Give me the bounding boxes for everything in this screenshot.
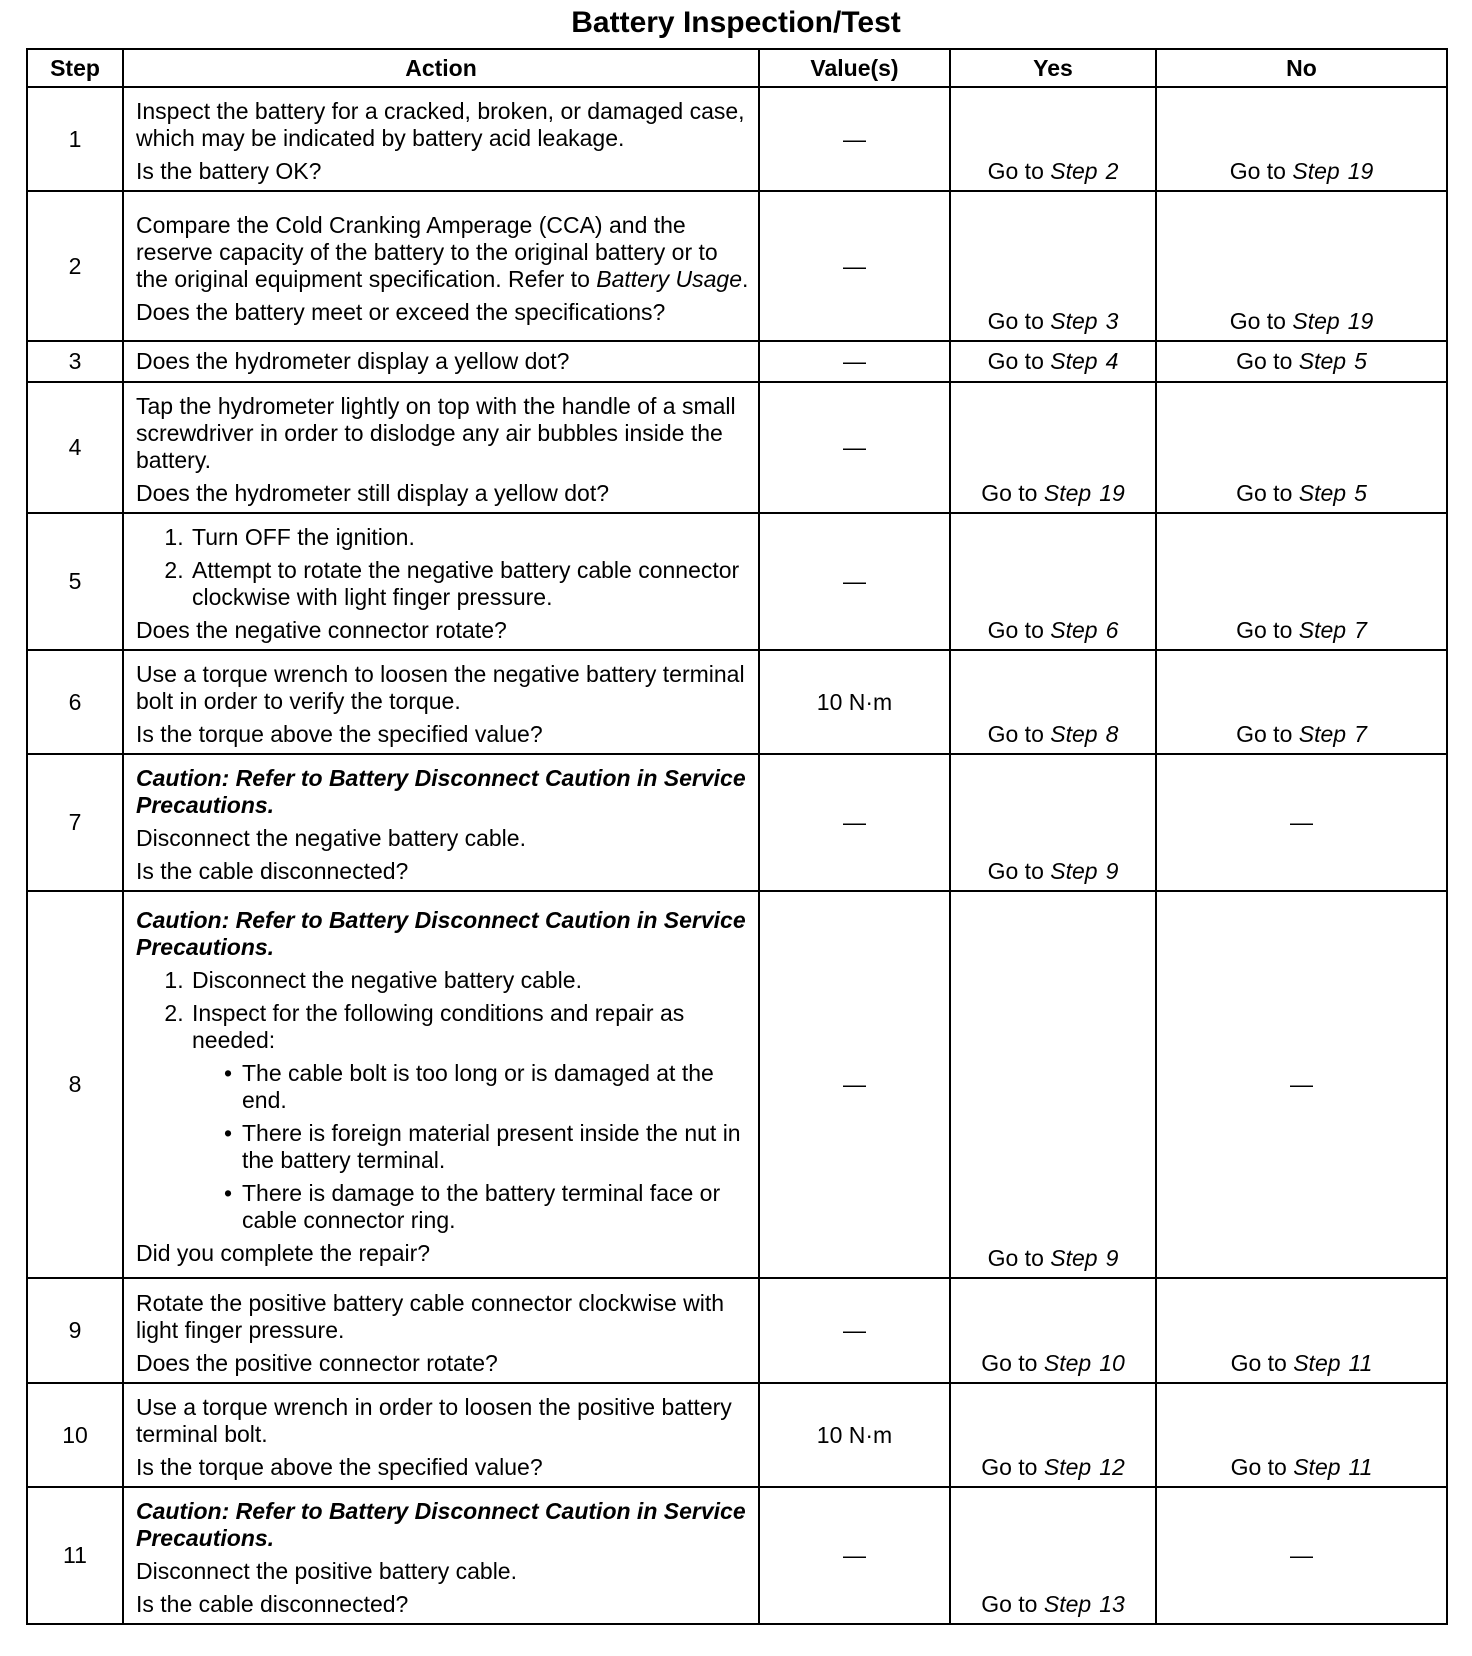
no-cell: Go to Step 19 [1156,87,1447,191]
caution-note: Caution: Refer to Battery Disconnect Caution in Service Precautions. [136,765,746,818]
action-cell [123,650,759,754]
yes-cell: Go to Step 13 [950,1487,1156,1624]
action-cell [123,891,759,1278]
action-cell [123,513,759,650]
action-question: Does the hydrometer display a yellow dot? [136,348,570,374]
yes-step-link: 10 [1099,1350,1125,1376]
value-cell: — [759,891,950,1278]
yes-step-link: 2 [1105,158,1119,184]
no-cell: Go to Step 7 [1156,650,1447,754]
list-item: 2. Inspect for the following conditions and repair as needed: • The cable bolt is too long or is damaged at the end. • There is foreign material present inside the nut in the battery terminal. • There is damage to the battery terminal face or cable connector ring. [190,1000,750,1234]
no-cell: Go to Step 5 [1156,341,1447,382]
action-cell [123,754,759,891]
action-cell [123,191,759,341]
header-step: Step [27,49,123,87]
action-cell [123,382,759,513]
no-cell: Go to Step 5 [1156,382,1447,513]
table-row [27,1383,1447,1487]
bullet-list [192,1060,750,1234]
step-number: 6 [27,650,123,754]
table-row [27,191,1447,341]
action-question: Is the torque above the specified value? [136,721,543,747]
step-number: 7 [27,754,123,891]
no-cell: — [1156,754,1447,891]
step-number: 11 [27,1487,123,1624]
yes-cell: Go to Step 19 [950,382,1156,513]
value-cell: — [759,754,950,891]
inspection-table [26,48,1448,1625]
yes-step-link: 8 [1105,721,1119,747]
list-item: 1. Disconnect the negative battery cable. [190,967,750,994]
table-row [27,382,1447,513]
caution-note: Caution: Refer to Battery Disconnect Caution in Service Precautions. [136,1498,746,1551]
no-cell: Go to Step 19 [1156,191,1447,341]
action-cell [123,1383,759,1487]
no-step-link: 7 [1354,617,1367,643]
table-header-row [27,49,1447,87]
step-number: 10 [27,1383,123,1487]
numbered-list [136,524,750,611]
action-question: Is the battery OK? [136,158,322,184]
yes-cell: Go to Step 6 [950,513,1156,650]
table-row [27,1278,1447,1383]
list-item: 2. Attempt to rotate the negative battery cable connector clockwise with light finger pressure. [190,557,750,611]
action-question: Does the hydrometer still display a yellow dot? [136,480,610,506]
action-question: Is the cable disconnected? [136,858,409,884]
step-number: 4 [27,382,123,513]
no-cell: — [1156,891,1447,1278]
action-text: Compare the Cold Cranking Amperage (CCA) and the reserve capacity of the battery to the original battery or to the original equipment specification. Refer to Battery Usage. [136,211,749,292]
header-action: Action [123,49,759,87]
step-number: 2 [27,191,123,341]
value-cell: — [759,341,950,382]
yes-step-link: 9 [1105,1245,1119,1271]
value-cell: 10 N·m [759,650,950,754]
value-cell: 10 N·m [759,1383,950,1487]
yes-cell: Go to Step 2 [950,87,1156,191]
action-text: Disconnect the positive battery cable. [136,1558,517,1584]
header-no: No [1156,49,1447,87]
list-item: 1. Turn OFF the ignition. [190,524,750,551]
action-question: Is the cable disconnected? [136,1591,409,1617]
table-row [27,513,1447,650]
header-values: Value(s) [759,49,950,87]
no-cell: — [1156,1487,1447,1624]
action-cell [123,1278,759,1383]
step-number: 3 [27,341,123,382]
step-number: 5 [27,513,123,650]
yes-step-link: 3 [1105,308,1119,334]
table-row [27,754,1447,891]
no-step-link: 19 [1347,308,1374,334]
bullet-item: • The cable bolt is too long or is damaged at the end. [224,1060,750,1114]
table-row [27,1487,1447,1624]
action-text: Use a torque wrench to loosen the negative battery terminal bolt in order to verify the torque. [136,661,745,714]
action-text: Rotate the positive battery cable connector clockwise with light finger pressure. [136,1289,725,1343]
no-step-link: 5 [1354,480,1367,506]
no-cell: Go to Step 7 [1156,513,1447,650]
document-title: Battery Inspection/Test [571,6,901,39]
step-number: 1 [27,87,123,191]
table-row [27,650,1447,754]
action-text: Inspect the battery for a cracked, broken, or damaged case, which may be indicated by battery acid leakage. [136,98,745,151]
header-yes: Yes [950,49,1156,87]
table-row [27,341,1447,382]
numbered-list [136,967,750,1234]
action-question: Does the battery meet or exceed the specifications? [136,298,666,325]
action-question: Did you complete the repair? [136,1240,431,1266]
action-question: Does the positive connector rotate? [136,1349,498,1376]
bullet-item: • There is foreign material present inside the nut in the battery terminal. [224,1120,750,1174]
value-cell: — [759,513,950,650]
step-number: 8 [27,891,123,1278]
yes-step-link: 6 [1105,617,1119,643]
yes-step-link: 19 [1099,480,1125,506]
action-text: Use a torque wrench in order to loosen the positive battery terminal bolt. [136,1394,732,1447]
table-row [27,891,1447,1278]
yes-cell: Go to Step 10 [950,1278,1156,1383]
value-cell: — [759,382,950,513]
no-step-link: 11 [1348,1454,1373,1480]
no-cell: Go to Step 11 [1156,1278,1447,1383]
yes-cell: Go to Step 9 [950,754,1156,891]
action-question: Is the torque above the specified value? [136,1454,543,1480]
no-step-link: 19 [1347,158,1374,184]
action-text: Disconnect the negative battery cable. [136,825,526,851]
yes-step-link: 12 [1099,1454,1125,1480]
action-cell [123,87,759,191]
document-reference: Battery Usage [596,265,743,292]
action-question: Does the negative connector rotate? [136,617,507,643]
yes-step-link: 13 [1099,1591,1125,1617]
value-cell: — [759,1487,950,1624]
no-step-link: 11 [1348,1350,1373,1376]
step-number: 9 [27,1278,123,1383]
value-cell: — [759,87,950,191]
action-cell [123,1487,759,1624]
bullet-item: • There is damage to the battery terminal face or cable connector ring. [224,1180,750,1234]
action-text: Tap the hydrometer lightly on top with the handle of a small screwdriver in order to dislodge any air bubbles inside the battery. [136,393,736,473]
yes-step-link: 9 [1105,858,1119,884]
caution-note: Caution: Refer to Battery Disconnect Caution in Service Precautions. [136,907,746,960]
value-cell: — [759,1278,950,1383]
yes-cell: Go to Step 9 [950,891,1156,1278]
yes-cell: Go to Step 4 [950,341,1156,382]
yes-step-link: 4 [1105,348,1119,374]
no-cell: Go to Step 11 [1156,1383,1447,1487]
table-row [27,87,1447,191]
action-cell [123,341,759,382]
no-step-link: 7 [1354,721,1367,747]
no-step-link: 5 [1354,348,1367,374]
yes-cell: Go to Step 8 [950,650,1156,754]
value-cell: — [759,191,950,341]
yes-cell: Go to Step 3 [950,191,1156,341]
yes-cell: Go to Step 12 [950,1383,1156,1487]
